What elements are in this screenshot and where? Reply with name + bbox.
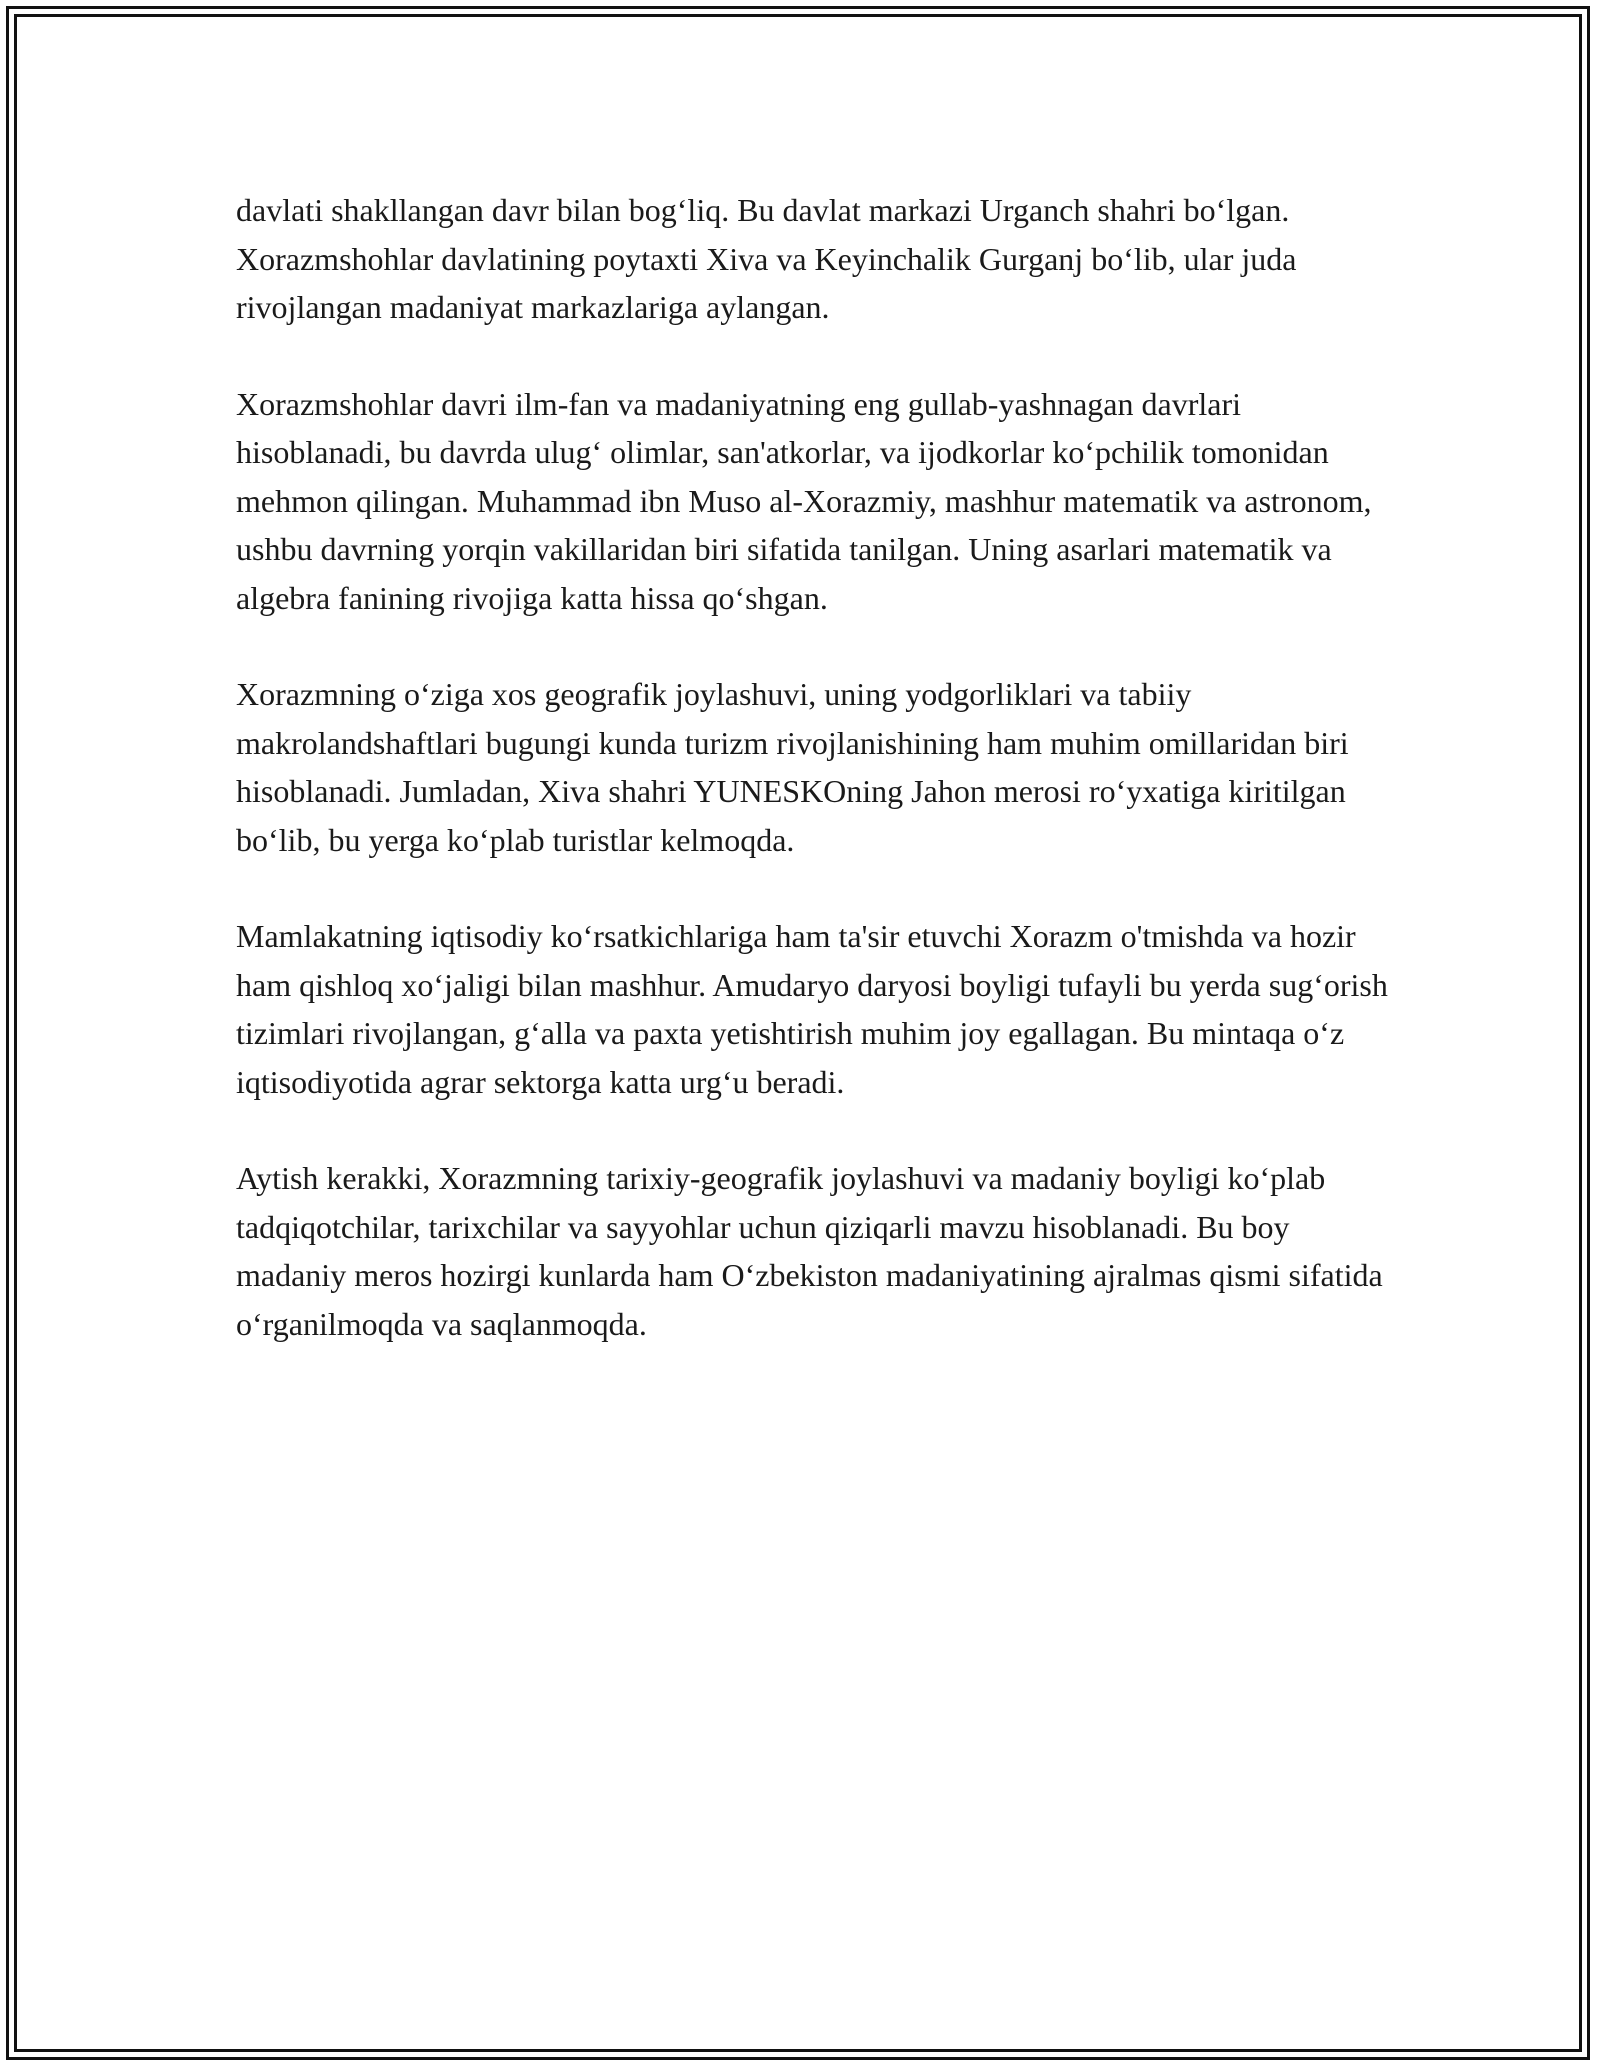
paragraph-3: Xorazmning o‘ziga xos geografik joylashuvi, uning yodgorliklari va tabiiy makrolandshaftlari bugungi kunda turizm rivojlanishining ham muhim omillaridan biri hisoblanadi. Jumladan, Xiva shahri YUNESKOning Jahon merosi ro‘yxatiga kiritilgan bo‘lib, bu yerga ko‘plab turistlar kelmoqda. [236, 676, 1349, 858]
paragraph-4: Mamlakatning iqtisodiy ko‘rsatkichlariga ham ta'sir etuvchi Xorazm o'tmishda va hozir ham qishloq xo‘jaligi bilan mashhur. Amudaryo daryosi boyligi tufayli bu yerda sug‘orish tizimlari rivojlangan, g‘alla va paxta yetishtirish muhim joy egallagan. Bu mintaqa o‘z iqtisodiyotida agrar sektorga katta urg‘u beradi. [236, 918, 1388, 1100]
document-body [236, 186, 1396, 1396]
paragraph-2: Xorazmshohlar davri ilm-fan va madaniyatning eng gullab-yashnagan davrlari hisoblanadi, bu davrda ulug‘ olimlar, san'atkorlar, va ijodkorlar ko‘pchilik tomonidan mehmon qilingan. Muhammad ibn Muso al-Xorazmiy, mashhur matematik va astronom, ushbu davrning yorqin vakillaridan biri sifatida tanilgan. Uning asarlari matematik va algebra fanining rivojiga katta hissa qo‘shgan. [236, 385, 1372, 616]
paragraph-5: Aytish kerakki, Xorazmning tarixiy-geografik joylashuvi va madaniy boyligi ko‘plab tadqiqotchilar, tarixchilar va sayyohlar uchun qiziqarli mavzu hisoblanadi. Bu boy madaniy meros hozirgi kunlarda ham O‘zbekiston madaniyatining ajralmas qismi sifatida o‘rganilmoqda va saqlanmoqda. [236, 1160, 1383, 1342]
paragraph-1: davlati shakllangan davr bilan bog‘liq. Bu davlat markazi Urganch shahri bo‘lgan. Xorazmshohlar davlatining poytaxti Xiva va Keyinchalik Gurganj bo‘lib, ular juda rivojlangan madaniyat markazlariga aylangan. [236, 192, 1297, 325]
